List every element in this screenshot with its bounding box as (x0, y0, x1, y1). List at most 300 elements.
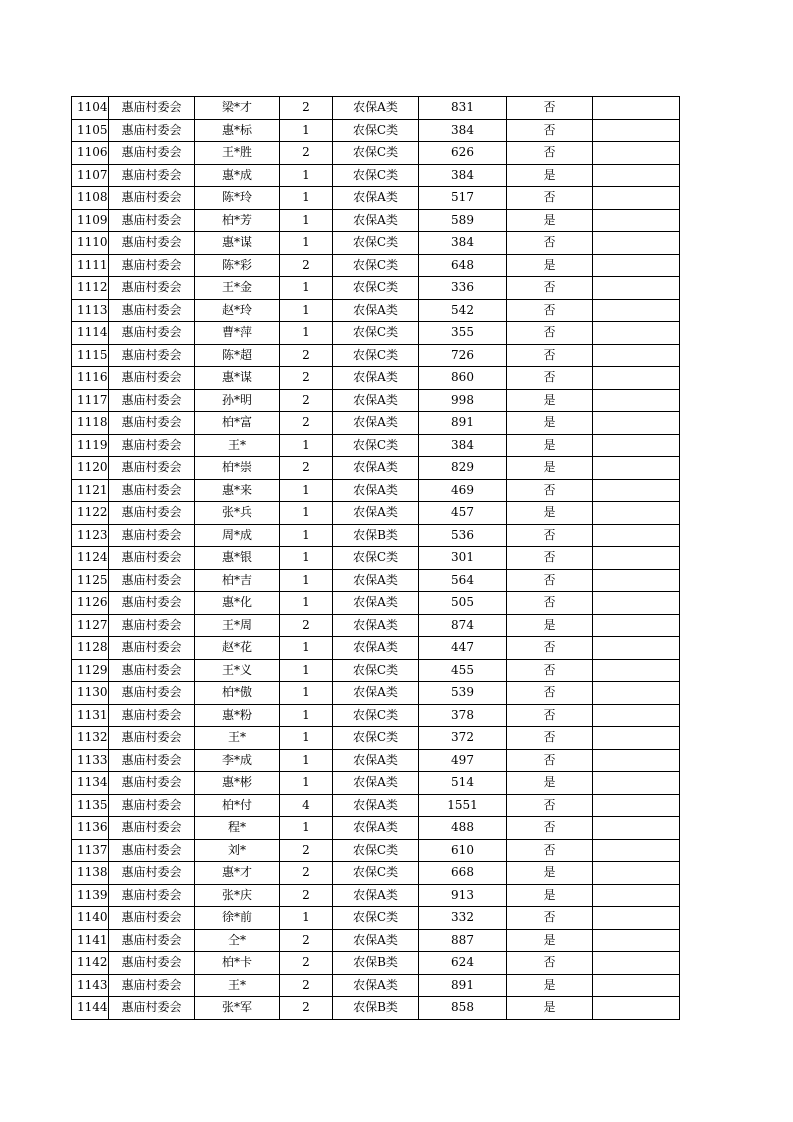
insurance-type-cell: 农保C类 (333, 164, 419, 187)
amount-cell: 447 (419, 637, 507, 660)
flag-cell: 否 (507, 839, 593, 862)
flag-cell: 否 (507, 367, 593, 390)
table-row (72, 929, 680, 952)
village-committee-cell: 惠庙村委会 (109, 434, 195, 457)
amount-cell: 891 (419, 974, 507, 997)
insurance-type-cell: 农保C类 (333, 547, 419, 570)
amount-cell: 505 (419, 592, 507, 615)
note-cell (593, 682, 680, 705)
flag-cell: 是 (507, 412, 593, 435)
records-table (71, 96, 680, 1020)
table-row (72, 344, 680, 367)
household-count-cell: 2 (280, 412, 333, 435)
amount-cell: 384 (419, 434, 507, 457)
village-committee-cell: 惠庙村委会 (109, 794, 195, 817)
amount-cell: 336 (419, 277, 507, 300)
table-row (72, 817, 680, 840)
row-number-cell: 1140 (72, 907, 109, 930)
village-committee-cell: 惠庙村委会 (109, 997, 195, 1020)
village-committee-cell: 惠庙村委会 (109, 142, 195, 165)
village-committee-cell: 惠庙村委会 (109, 209, 195, 232)
household-count-cell: 1 (280, 524, 333, 547)
note-cell (593, 232, 680, 255)
row-number-cell: 1141 (72, 929, 109, 952)
insurance-type-cell: 农保A类 (333, 299, 419, 322)
name-cell: 惠*银 (195, 547, 280, 570)
household-count-cell: 2 (280, 862, 333, 885)
village-committee-cell: 惠庙村委会 (109, 412, 195, 435)
amount-cell: 858 (419, 997, 507, 1020)
table-row (72, 142, 680, 165)
flag-cell: 否 (507, 682, 593, 705)
insurance-type-cell: 农保A类 (333, 457, 419, 480)
table-row (72, 457, 680, 480)
name-cell: 惠*才 (195, 862, 280, 885)
row-number-cell: 1128 (72, 637, 109, 660)
table-row (72, 862, 680, 885)
table-row (72, 727, 680, 750)
flag-cell: 否 (507, 547, 593, 570)
amount-cell: 998 (419, 389, 507, 412)
note-cell (593, 299, 680, 322)
insurance-type-cell: 农保C类 (333, 344, 419, 367)
table-row (72, 502, 680, 525)
insurance-type-cell: 农保C类 (333, 277, 419, 300)
table-row (72, 637, 680, 660)
row-number-cell: 1110 (72, 232, 109, 255)
household-count-cell: 1 (280, 637, 333, 660)
village-committee-cell: 惠庙村委会 (109, 659, 195, 682)
note-cell (593, 457, 680, 480)
village-committee-cell: 惠庙村委会 (109, 119, 195, 142)
table-row (72, 839, 680, 862)
flag-cell: 是 (507, 884, 593, 907)
flag-cell: 是 (507, 457, 593, 480)
table-row (72, 524, 680, 547)
name-cell: 惠*成 (195, 164, 280, 187)
note-cell (593, 884, 680, 907)
row-number-cell: 1129 (72, 659, 109, 682)
flag-cell: 否 (507, 119, 593, 142)
insurance-type-cell: 农保A类 (333, 817, 419, 840)
note-cell (593, 952, 680, 975)
amount-cell: 589 (419, 209, 507, 232)
household-count-cell: 4 (280, 794, 333, 817)
row-number-cell: 1119 (72, 434, 109, 457)
amount-cell: 542 (419, 299, 507, 322)
row-number-cell: 1134 (72, 772, 109, 795)
table-row (72, 479, 680, 502)
table-row (72, 997, 680, 1020)
household-count-cell: 2 (280, 344, 333, 367)
village-committee-cell: 惠庙村委会 (109, 929, 195, 952)
village-committee-cell: 惠庙村委会 (109, 569, 195, 592)
table-row (72, 389, 680, 412)
village-committee-cell: 惠庙村委会 (109, 322, 195, 345)
insurance-type-cell: 农保C类 (333, 839, 419, 862)
village-committee-cell: 惠庙村委会 (109, 592, 195, 615)
amount-cell: 887 (419, 929, 507, 952)
name-cell: 孙*明 (195, 389, 280, 412)
flag-cell: 否 (507, 727, 593, 750)
insurance-type-cell: 农保A类 (333, 187, 419, 210)
row-number-cell: 1122 (72, 502, 109, 525)
household-count-cell: 1 (280, 592, 333, 615)
flag-cell: 是 (507, 434, 593, 457)
note-cell (593, 367, 680, 390)
amount-cell: 726 (419, 344, 507, 367)
name-cell: 周*成 (195, 524, 280, 547)
row-number-cell: 1142 (72, 952, 109, 975)
amount-cell: 384 (419, 119, 507, 142)
name-cell: 王* (195, 974, 280, 997)
name-cell: 惠*谋 (195, 232, 280, 255)
amount-cell: 668 (419, 862, 507, 885)
name-cell: 张*军 (195, 997, 280, 1020)
household-count-cell: 1 (280, 434, 333, 457)
note-cell (593, 772, 680, 795)
village-committee-cell: 惠庙村委会 (109, 457, 195, 480)
row-number-cell: 1123 (72, 524, 109, 547)
household-count-cell: 2 (280, 614, 333, 637)
row-number-cell: 1106 (72, 142, 109, 165)
insurance-type-cell: 农保A类 (333, 772, 419, 795)
village-committee-cell: 惠庙村委会 (109, 547, 195, 570)
table-row (72, 119, 680, 142)
row-number-cell: 1114 (72, 322, 109, 345)
row-number-cell: 1107 (72, 164, 109, 187)
name-cell: 陈*玲 (195, 187, 280, 210)
household-count-cell: 2 (280, 952, 333, 975)
amount-cell: 626 (419, 142, 507, 165)
table-row (72, 659, 680, 682)
name-cell: 柏*崇 (195, 457, 280, 480)
flag-cell: 是 (507, 164, 593, 187)
flag-cell: 否 (507, 817, 593, 840)
note-cell (593, 907, 680, 930)
table-row (72, 952, 680, 975)
table-row (72, 97, 680, 120)
note-cell (593, 322, 680, 345)
name-cell: 陈*超 (195, 344, 280, 367)
village-committee-cell: 惠庙村委会 (109, 254, 195, 277)
insurance-type-cell: 农保A类 (333, 592, 419, 615)
insurance-type-cell: 农保C类 (333, 232, 419, 255)
note-cell (593, 502, 680, 525)
household-count-cell: 1 (280, 322, 333, 345)
name-cell: 柏*富 (195, 412, 280, 435)
insurance-type-cell: 农保C类 (333, 434, 419, 457)
village-committee-cell: 惠庙村委会 (109, 367, 195, 390)
amount-cell: 378 (419, 704, 507, 727)
insurance-type-cell: 农保B类 (333, 524, 419, 547)
insurance-type-cell: 农保A类 (333, 929, 419, 952)
table-row (72, 974, 680, 997)
village-committee-cell: 惠庙村委会 (109, 187, 195, 210)
amount-cell: 829 (419, 457, 507, 480)
row-number-cell: 1131 (72, 704, 109, 727)
amount-cell: 831 (419, 97, 507, 120)
insurance-type-cell: 农保B类 (333, 997, 419, 1020)
amount-cell: 648 (419, 254, 507, 277)
amount-cell: 488 (419, 817, 507, 840)
amount-cell: 1551 (419, 794, 507, 817)
flag-cell: 否 (507, 187, 593, 210)
table-row (72, 164, 680, 187)
amount-cell: 301 (419, 547, 507, 570)
insurance-type-cell: 农保C类 (333, 254, 419, 277)
insurance-type-cell: 农保A类 (333, 749, 419, 772)
flag-cell: 是 (507, 772, 593, 795)
village-committee-cell: 惠庙村委会 (109, 749, 195, 772)
name-cell: 柏*卡 (195, 952, 280, 975)
flag-cell: 否 (507, 97, 593, 120)
village-committee-cell: 惠庙村委会 (109, 974, 195, 997)
name-cell: 徐*前 (195, 907, 280, 930)
flag-cell: 是 (507, 862, 593, 885)
note-cell (593, 187, 680, 210)
household-count-cell: 2 (280, 997, 333, 1020)
flag-cell: 否 (507, 277, 593, 300)
name-cell: 惠*化 (195, 592, 280, 615)
household-count-cell: 1 (280, 187, 333, 210)
flag-cell: 否 (507, 749, 593, 772)
flag-cell: 是 (507, 929, 593, 952)
amount-cell: 874 (419, 614, 507, 637)
row-number-cell: 1130 (72, 682, 109, 705)
insurance-type-cell: 农保A类 (333, 389, 419, 412)
table-row (72, 367, 680, 390)
household-count-cell: 1 (280, 772, 333, 795)
row-number-cell: 1113 (72, 299, 109, 322)
note-cell (593, 794, 680, 817)
name-cell: 柏*付 (195, 794, 280, 817)
note-cell (593, 974, 680, 997)
row-number-cell: 1118 (72, 412, 109, 435)
household-count-cell: 1 (280, 659, 333, 682)
village-committee-cell: 惠庙村委会 (109, 704, 195, 727)
row-number-cell: 1136 (72, 817, 109, 840)
household-count-cell: 1 (280, 727, 333, 750)
amount-cell: 469 (419, 479, 507, 502)
table-row (72, 592, 680, 615)
household-count-cell: 1 (280, 164, 333, 187)
amount-cell: 384 (419, 164, 507, 187)
household-count-cell: 1 (280, 547, 333, 570)
insurance-type-cell: 农保C类 (333, 142, 419, 165)
row-number-cell: 1109 (72, 209, 109, 232)
amount-cell: 860 (419, 367, 507, 390)
village-committee-cell: 惠庙村委会 (109, 727, 195, 750)
row-number-cell: 1135 (72, 794, 109, 817)
household-count-cell: 1 (280, 209, 333, 232)
amount-cell: 514 (419, 772, 507, 795)
table-row (72, 434, 680, 457)
note-cell (593, 929, 680, 952)
note-cell (593, 479, 680, 502)
name-cell: 刘* (195, 839, 280, 862)
flag-cell: 否 (507, 637, 593, 660)
name-cell: 梁*才 (195, 97, 280, 120)
note-cell (593, 254, 680, 277)
village-committee-cell: 惠庙村委会 (109, 277, 195, 300)
note-cell (593, 344, 680, 367)
row-number-cell: 1121 (72, 479, 109, 502)
household-count-cell: 2 (280, 142, 333, 165)
note-cell (593, 277, 680, 300)
insurance-type-cell: 农保A类 (333, 209, 419, 232)
name-cell: 赵*花 (195, 637, 280, 660)
name-cell: 王*胜 (195, 142, 280, 165)
village-committee-cell: 惠庙村委会 (109, 614, 195, 637)
row-number-cell: 1132 (72, 727, 109, 750)
table-row (72, 704, 680, 727)
note-cell (593, 862, 680, 885)
table-row (72, 794, 680, 817)
row-number-cell: 1127 (72, 614, 109, 637)
table-row (72, 547, 680, 570)
flag-cell: 否 (507, 704, 593, 727)
village-committee-cell: 惠庙村委会 (109, 862, 195, 885)
flag-cell: 否 (507, 232, 593, 255)
insurance-type-cell: 农保A类 (333, 794, 419, 817)
amount-cell: 384 (419, 232, 507, 255)
name-cell: 程* (195, 817, 280, 840)
name-cell: 王*金 (195, 277, 280, 300)
amount-cell: 891 (419, 412, 507, 435)
village-committee-cell: 惠庙村委会 (109, 344, 195, 367)
household-count-cell: 1 (280, 232, 333, 255)
amount-cell: 624 (419, 952, 507, 975)
row-number-cell: 1120 (72, 457, 109, 480)
household-count-cell: 2 (280, 974, 333, 997)
note-cell (593, 817, 680, 840)
amount-cell: 455 (419, 659, 507, 682)
insurance-type-cell: 农保B类 (333, 952, 419, 975)
note-cell (593, 547, 680, 570)
table-row (72, 322, 680, 345)
note-cell (593, 569, 680, 592)
note-cell (593, 434, 680, 457)
village-committee-cell: 惠庙村委会 (109, 479, 195, 502)
insurance-type-cell: 农保A类 (333, 614, 419, 637)
note-cell (593, 164, 680, 187)
name-cell: 惠*彬 (195, 772, 280, 795)
name-cell: 张*兵 (195, 502, 280, 525)
note-cell (593, 389, 680, 412)
note-cell (593, 727, 680, 750)
amount-cell: 610 (419, 839, 507, 862)
name-cell: 李*成 (195, 749, 280, 772)
note-cell (593, 659, 680, 682)
amount-cell: 539 (419, 682, 507, 705)
village-committee-cell: 惠庙村委会 (109, 817, 195, 840)
insurance-type-cell: 农保A类 (333, 637, 419, 660)
table-row (72, 749, 680, 772)
note-cell (593, 704, 680, 727)
row-number-cell: 1137 (72, 839, 109, 862)
note-cell (593, 524, 680, 547)
row-number-cell: 1111 (72, 254, 109, 277)
insurance-type-cell: 农保A类 (333, 502, 419, 525)
name-cell: 王* (195, 727, 280, 750)
household-count-cell: 1 (280, 502, 333, 525)
row-number-cell: 1108 (72, 187, 109, 210)
insurance-type-cell: 农保C类 (333, 862, 419, 885)
amount-cell: 913 (419, 884, 507, 907)
row-number-cell: 1138 (72, 862, 109, 885)
amount-cell: 332 (419, 907, 507, 930)
table-row (72, 412, 680, 435)
note-cell (593, 637, 680, 660)
insurance-type-cell: 农保C类 (333, 727, 419, 750)
table-row (72, 569, 680, 592)
name-cell: 仝* (195, 929, 280, 952)
table-row (72, 614, 680, 637)
amount-cell: 497 (419, 749, 507, 772)
household-count-cell: 1 (280, 907, 333, 930)
household-count-cell: 1 (280, 569, 333, 592)
insurance-type-cell: 农保A类 (333, 569, 419, 592)
flag-cell: 否 (507, 569, 593, 592)
flag-cell: 否 (507, 794, 593, 817)
flag-cell: 否 (507, 299, 593, 322)
amount-cell: 372 (419, 727, 507, 750)
amount-cell: 355 (419, 322, 507, 345)
flag-cell: 否 (507, 952, 593, 975)
note-cell (593, 142, 680, 165)
household-count-cell: 1 (280, 749, 333, 772)
note-cell (593, 997, 680, 1020)
insurance-type-cell: 农保A类 (333, 682, 419, 705)
village-committee-cell: 惠庙村委会 (109, 389, 195, 412)
name-cell: 陈*彩 (195, 254, 280, 277)
insurance-type-cell: 农保C类 (333, 704, 419, 727)
name-cell: 张*庆 (195, 884, 280, 907)
table-row (72, 299, 680, 322)
name-cell: 惠*标 (195, 119, 280, 142)
flag-cell: 否 (507, 592, 593, 615)
village-committee-cell: 惠庙村委会 (109, 502, 195, 525)
flag-cell: 是 (507, 614, 593, 637)
village-committee-cell: 惠庙村委会 (109, 907, 195, 930)
note-cell (593, 592, 680, 615)
table-row (72, 772, 680, 795)
village-committee-cell: 惠庙村委会 (109, 682, 195, 705)
amount-cell: 517 (419, 187, 507, 210)
table-row (72, 682, 680, 705)
table-row (72, 277, 680, 300)
insurance-type-cell: 农保A类 (333, 367, 419, 390)
insurance-type-cell: 农保A类 (333, 479, 419, 502)
row-number-cell: 1117 (72, 389, 109, 412)
household-count-cell: 2 (280, 929, 333, 952)
name-cell: 赵*玲 (195, 299, 280, 322)
flag-cell: 是 (507, 997, 593, 1020)
household-count-cell: 1 (280, 682, 333, 705)
note-cell (593, 119, 680, 142)
flag-cell: 否 (507, 322, 593, 345)
name-cell: 王* (195, 434, 280, 457)
village-committee-cell: 惠庙村委会 (109, 524, 195, 547)
row-number-cell: 1126 (72, 592, 109, 615)
name-cell: 王*义 (195, 659, 280, 682)
table-row (72, 232, 680, 255)
note-cell (593, 209, 680, 232)
row-number-cell: 1143 (72, 974, 109, 997)
name-cell: 惠*谋 (195, 367, 280, 390)
name-cell: 惠*来 (195, 479, 280, 502)
